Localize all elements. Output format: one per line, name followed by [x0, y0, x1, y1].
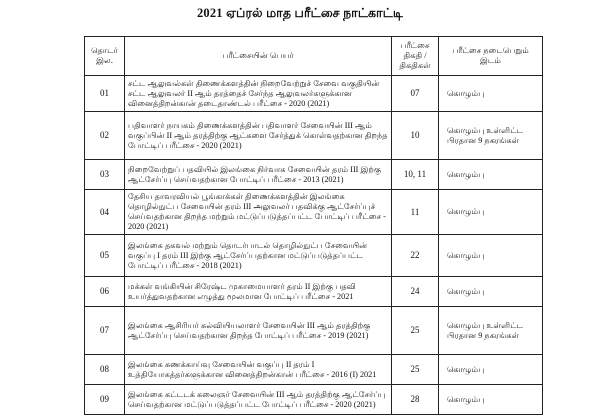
exam-date: 28: [392, 385, 439, 415]
exam-name: சட்ட ஆலுவல்கள் திணைக்களத்தின் நிறைவேற்றுச் சேவை வகுதியின் சட்ட ஆலுவலர் II ஆம் தரத்தைச் சேர்ந்த ஆலுவலர்களுக்கான வினைத்திறன்கான் தடைதாண்டல் பரீட்சை - 2020 (2021): [125, 76, 392, 112]
exam-name: இலங்கை தகவல் மற்றும் தொடர்பாடல் தொழில்நுட்ப சேவையின் வகுப்பு I தரம் III இற்கு ஆட்சேர்ப்பதற்கான மட்டுப்படுத்தப்பட்ட போட்டிப் பரீட்சை - 2018 (2021): [125, 235, 392, 277]
table-row: [85, 355, 543, 385]
table-row: [85, 112, 543, 160]
row-number: 02: [85, 112, 125, 160]
exam-name: தேசிய தாவரவியல் பூங்காக்கள் திணைக்களத்தின் இலங்கை தொழில்நுட்ப சேவையின் தரம் III அலுவலர் பதவிக்கு ஆட்சேர்ப்புச் செய்வதற்கான திறந்த மற்றும் மட்டுப்படுத்தப்பட்ட போட்டிப் பரீட்சை - 2020 (2021): [125, 190, 392, 235]
exam-venue: கொழும்பு உள்ளிட்ட பிரதான 9 நகரங்கள்: [439, 112, 543, 160]
row-number: 03: [85, 160, 125, 190]
row-number: 09: [85, 385, 125, 415]
exam-venue: கொழும்பு: [439, 76, 543, 112]
exam-venue: கொழும்பு: [439, 355, 543, 385]
page-title: 2021 ஏப்ரல் மாத பரீட்சை நாட்காட்டி: [196, 6, 404, 20]
exam-venue: கொழும்பு: [439, 190, 543, 235]
table-header-row: [85, 37, 543, 76]
exam-venue: கொழும்பு: [439, 385, 543, 415]
table-row: [85, 307, 543, 355]
table-row: [85, 277, 543, 307]
exam-venue: கொழும்பு: [439, 235, 543, 277]
table-row: [85, 76, 543, 112]
row-number: 06: [85, 277, 125, 307]
table-row: [85, 235, 543, 277]
exam-date: 25: [392, 355, 439, 385]
exam-date: 24: [392, 277, 439, 307]
exam-name: பதிவாளர் நாயகம் திணைக்களத்தின் பதிவாளர் சேவையின் III ஆம் வகுப்பின் II ஆம் தரத்திற்கு ஆட்களை சேர்த்துக் கொள்வதற்கான திறந்த போட்டிப் பரீட்சை - 2020 (2021): [125, 112, 392, 160]
exam-name: இலங்கை கணக்காய்வு சேவையின் வகுப்பு II தரம் I உத்தியோகத்தர்களுக்கான வினைத்திறன்கான் பரீட்சை - 2016 (I) 2021: [125, 355, 392, 385]
table-row: [85, 160, 543, 190]
column-header-dates: பரீட்சை திகதி / திகதிகள்: [392, 37, 439, 76]
column-header-number: தொடர் இல.: [85, 37, 125, 76]
exam-name: இலங்கை ஆசிரியர் கல்வியியலாளர் சேவையின் III ஆம் தரத்திற்கு ஆட்சேர்ப்பு செய்வதற்கான திறந்த போட்டிப் பரீட்சை - 2019 (2021): [125, 307, 392, 355]
exam-venue: கொழும்பு: [439, 277, 543, 307]
exam-date: 25: [392, 307, 439, 355]
exam-venue: கொழும்பு உள்ளிட்ட பிரதான 9 நகரங்கள்: [439, 307, 543, 355]
exam-calendar-table: [84, 36, 543, 415]
exam-venue: கொழும்பு: [439, 160, 543, 190]
exam-date: 07: [392, 76, 439, 112]
row-number: 05: [85, 235, 125, 277]
row-number: 08: [85, 355, 125, 385]
row-number: 04: [85, 190, 125, 235]
exam-name: மக்கள் வங்கியின் சிரேஷ்ட முகாமையாளர் தரம் II இற்கு பதவி உயர்த்துவதற்கான எழுத்து மூலமான போட்டிப் பரீட்சை - 2021: [125, 277, 392, 307]
exam-date: 22: [392, 235, 439, 277]
row-number: 01: [85, 76, 125, 112]
column-header-venue: பரீட்சை நடைபெறும் இடம்: [439, 37, 543, 76]
column-header-exam-name: பரீட்சையின் பெயர்: [125, 37, 392, 76]
exam-name: இலங்கை கட்டடக் கலைஞர் சேவையின் III ஆம் தரத்திற்கு ஆட்சேர்ப்பு செய்வதற்கான மட்டுப்படுத்தப்பட்ட போட்டிப் பரீட்சை - 2020 (2021): [125, 385, 392, 415]
row-number: 07: [85, 307, 125, 355]
exam-date: 11: [392, 190, 439, 235]
table-row: [85, 190, 543, 235]
exam-name: நிறைவேற்றுப் பதவியில் இலங்கை நிர்வாக சேவையின் தரம் III இற்கு ஆட்சேர்ப்பு செய்வதற்கான போட்டிப் பரீட்சை - 2013 (2021): [125, 160, 392, 190]
exam-date: 10, 11: [392, 160, 439, 190]
exam-date: 10: [392, 112, 439, 160]
